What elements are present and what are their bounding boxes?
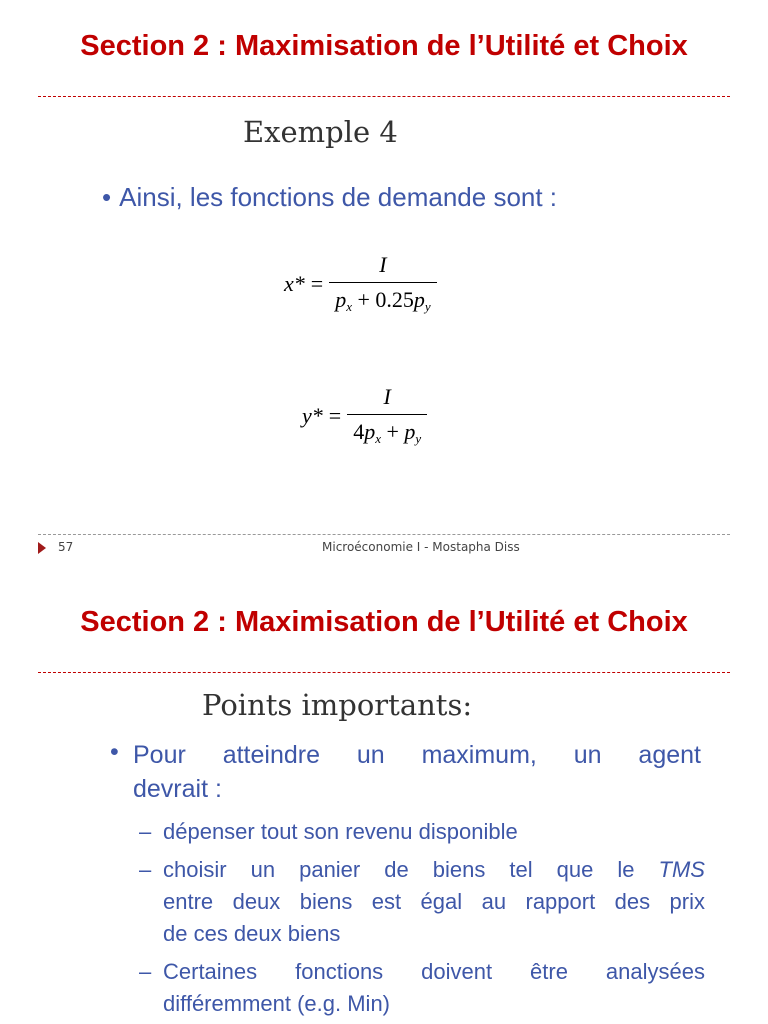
bullet-item xyxy=(102,182,557,213)
slide-title: Section 2 : Maximisation de l’Utilité et Choix xyxy=(80,30,688,62)
denominator: $4p_x + p_y$ xyxy=(353,419,422,446)
sub-item-line: de ces deux biens xyxy=(163,921,341,946)
numerator: I xyxy=(383,384,391,409)
slide-title: Section 2 : Maximisation de l’Utilité et Choix xyxy=(80,606,688,638)
bullet-text: Ainsi, les fonctions de demande sont : xyxy=(119,182,558,212)
denominator: $p_x + 0.25p_y$ xyxy=(335,287,431,314)
eq-lhs: y* xyxy=(302,402,323,428)
sub-item-line: entre deux biens est égal au rapport des prix xyxy=(163,889,705,914)
sub-item-line: Certaines fonctions doivent être analysées xyxy=(163,959,705,984)
eq-equals: = xyxy=(328,402,342,428)
footer-divider xyxy=(38,534,730,535)
bullet-dot: • xyxy=(102,182,112,212)
bullet-line: Pour atteindre un maximum, un agent xyxy=(133,741,701,769)
dash-marker: – xyxy=(139,857,152,882)
slide-heading: Exemple 4 xyxy=(243,115,398,149)
page-number: 57 xyxy=(58,540,74,554)
dash-marker: – xyxy=(139,819,152,844)
slide-heading: Points importants: xyxy=(202,688,473,722)
fraction xyxy=(347,384,427,447)
sub-item-line: différemment (e.g. Min) xyxy=(163,991,391,1016)
eq-lhs: x* xyxy=(284,270,305,296)
eq-equals: = xyxy=(310,270,324,296)
sub-item xyxy=(139,816,708,848)
equation-y-demand xyxy=(302,384,427,447)
sub-item xyxy=(139,854,705,950)
sub-item-line: choisir un panier de biens tel que le TMS xyxy=(163,857,705,882)
equation-x-demand xyxy=(284,252,437,315)
footer-triangle-icon xyxy=(38,542,46,554)
title-divider xyxy=(38,96,730,97)
numerator: I xyxy=(379,252,387,277)
sub-item-text: dépenser tout son revenu disponible xyxy=(163,819,518,844)
slide-58 xyxy=(0,576,768,1024)
bullet-item xyxy=(133,738,701,806)
sub-item xyxy=(139,956,705,1020)
dash-marker: – xyxy=(139,959,152,984)
bullet-line: devrait : xyxy=(133,775,222,803)
bullet-dot: • xyxy=(110,738,119,766)
fraction xyxy=(329,252,436,315)
footer-course-title: Microéconomie I - Mostapha Diss xyxy=(322,540,520,554)
title-divider xyxy=(38,672,730,673)
